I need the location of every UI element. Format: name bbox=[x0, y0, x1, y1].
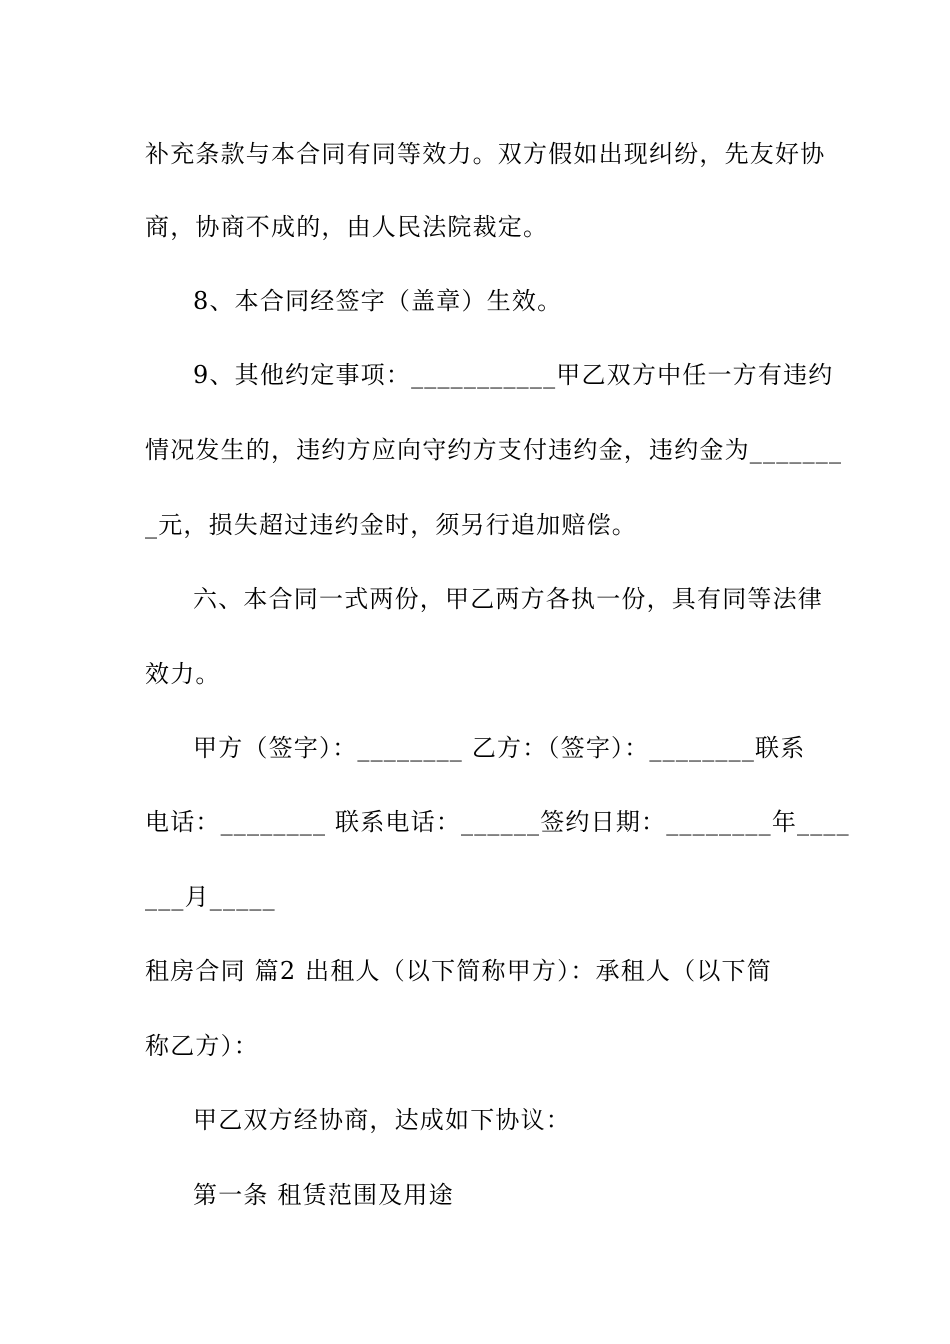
article-one-heading: 第一条 租赁范围及用途 bbox=[193, 1181, 454, 1209]
clause-8: 8、本合同经签字（盖章）生效。 bbox=[193, 287, 563, 315]
signature-line: ___月_____ bbox=[145, 883, 276, 911]
text-line: 商，协商不成的，由人民法院裁定。 bbox=[145, 213, 549, 241]
text-line: 补充条款与本合同有同等效力。双方假如出现纠纷，先友好协 bbox=[145, 140, 826, 168]
text-line: 称乙方）： bbox=[145, 1032, 259, 1060]
text-line: 情况发生的，违约方应向守约方支付违约金，违约金为_______ bbox=[145, 436, 843, 464]
clause-9: 9、其他约定事项：___________甲乙双方中任一方有违约 bbox=[193, 361, 834, 389]
agreement-intro: 甲乙双方经协商，达成如下协议： bbox=[193, 1106, 571, 1134]
text-line: _元，损失超过违约金时，须另行追加赔偿。 bbox=[145, 511, 637, 539]
text-line: 效力。 bbox=[145, 660, 221, 688]
contract-heading-line: 租房合同 篇2 出租人（以下简称甲方）：承租人（以下简 bbox=[145, 957, 772, 985]
signature-line: 甲方（签字）：________ 乙方：（签字）：________联系 bbox=[193, 734, 806, 762]
clause-six: 六、本合同一式两份，甲乙两方各执一份，具有同等法律 bbox=[193, 585, 823, 613]
signature-line: 电话：________ 联系电话：______签约日期：________年____ bbox=[145, 808, 850, 836]
